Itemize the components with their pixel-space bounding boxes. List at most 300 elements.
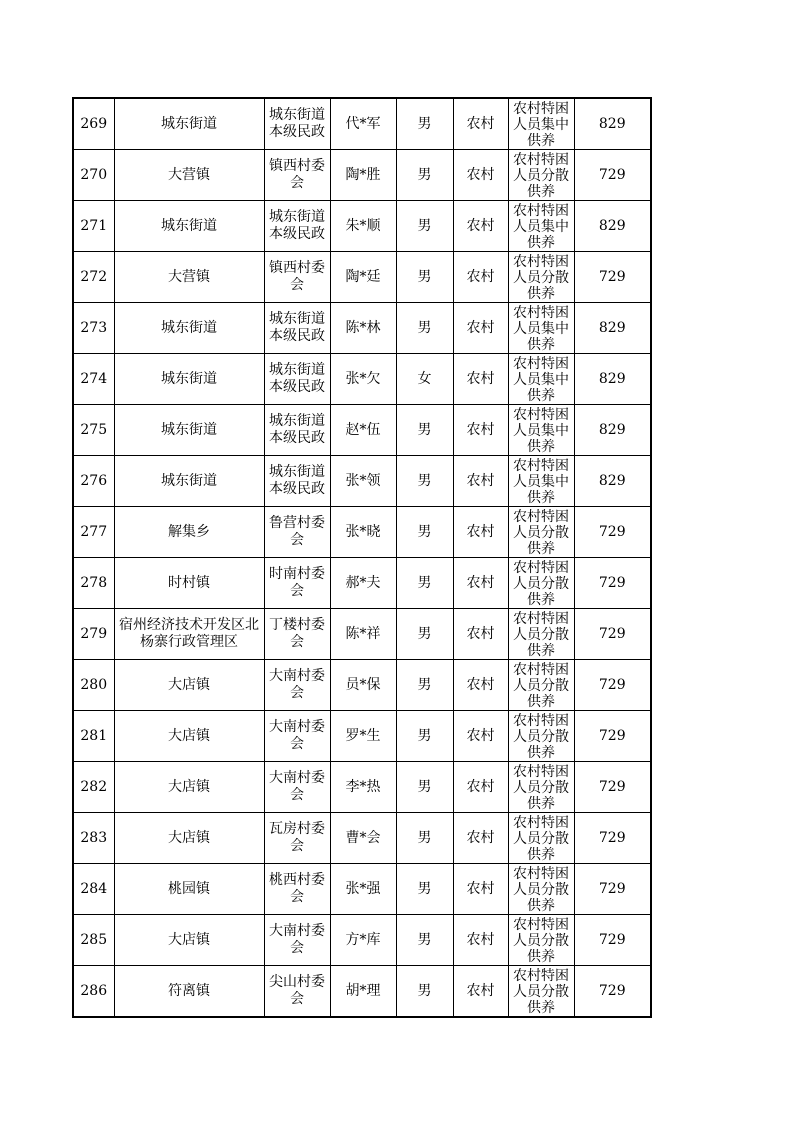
- township-text: 宿州经济技术开发区北杨寨行政管理区: [119, 617, 259, 650]
- support-category-text: 农村特困人员集中供养: [513, 407, 569, 455]
- gender-text: 男: [417, 166, 432, 183]
- person-name-text: 罗*生: [345, 727, 381, 744]
- row-number-cell: [73, 660, 114, 711]
- row-number-cell: [73, 609, 114, 660]
- person-name-cell: [330, 711, 396, 762]
- township-text: 大营镇: [168, 166, 210, 183]
- area-type-cell: [453, 354, 508, 405]
- amount-cell: [574, 354, 651, 405]
- village-unit-text: 镇西村委会: [269, 158, 325, 191]
- village-unit-text: 尖山村委会: [269, 974, 325, 1007]
- area-type-cell: [453, 864, 508, 915]
- row-number-text: 275: [80, 421, 108, 438]
- village-unit-cell: [264, 660, 330, 711]
- support-category-text: 农村特困人员分散供养: [513, 866, 569, 914]
- table-row: [73, 558, 651, 609]
- row-number-cell: [73, 98, 114, 150]
- row-number-text: 278: [80, 574, 108, 591]
- person-name-cell: [330, 405, 396, 456]
- support-category-cell: [508, 711, 574, 762]
- gender-cell: [396, 609, 453, 660]
- gender-cell: [396, 252, 453, 303]
- row-number-cell: [73, 150, 114, 201]
- amount-cell: [574, 609, 651, 660]
- row-number-text: 274: [80, 370, 108, 387]
- table-row: [73, 711, 651, 762]
- village-unit-text: 大南村委会: [269, 923, 325, 956]
- area-type-cell: [453, 456, 508, 507]
- township-text: 符离镇: [168, 982, 210, 999]
- area-type-text: 农村: [466, 982, 495, 999]
- township-text: 大店镇: [168, 727, 210, 744]
- village-unit-cell: [264, 150, 330, 201]
- table-row: [73, 354, 651, 405]
- area-type-cell: [453, 660, 508, 711]
- village-unit-text: 城东街道本级民政: [269, 107, 325, 140]
- area-type-text: 农村: [466, 319, 495, 336]
- table-row: [73, 456, 651, 507]
- gender-text: 男: [417, 115, 432, 132]
- township-cell: [114, 660, 264, 711]
- township-cell: [114, 456, 264, 507]
- row-number-cell: [73, 252, 114, 303]
- gender-text: 男: [417, 472, 432, 489]
- person-name-text: 朱*顺: [345, 217, 381, 234]
- township-cell: [114, 150, 264, 201]
- row-number-cell: [73, 354, 114, 405]
- area-type-text: 农村: [466, 268, 495, 285]
- person-name-text: 方*库: [345, 931, 381, 948]
- area-type-cell: [453, 915, 508, 966]
- gender-cell: [396, 864, 453, 915]
- amount-cell: [574, 150, 651, 201]
- village-unit-text: 大南村委会: [269, 719, 325, 752]
- row-number-cell: [73, 762, 114, 813]
- table-row: [73, 303, 651, 354]
- village-unit-text: 城东街道本级民政: [269, 311, 325, 344]
- gender-text: 男: [417, 625, 432, 642]
- support-category-cell: [508, 762, 574, 813]
- gender-cell: [396, 98, 453, 150]
- amount-text: 829: [598, 217, 626, 234]
- person-name-text: 代*军: [345, 115, 381, 132]
- row-number-cell: [73, 558, 114, 609]
- township-text: 时村镇: [168, 574, 210, 591]
- township-text: 大店镇: [168, 931, 210, 948]
- township-cell: [114, 609, 264, 660]
- support-category-text: 农村特困人员分散供养: [513, 611, 569, 659]
- amount-text: 829: [598, 115, 626, 132]
- support-category-text: 农村特困人员集中供养: [513, 203, 569, 251]
- township-text: 城东街道: [161, 472, 217, 489]
- table-row: [73, 915, 651, 966]
- person-name-text: 张*欠: [345, 370, 381, 387]
- table-row: [73, 609, 651, 660]
- amount-text: 829: [598, 472, 626, 489]
- gender-cell: [396, 966, 453, 1018]
- gender-cell: [396, 711, 453, 762]
- township-text: 城东街道: [161, 217, 217, 234]
- gender-text: 男: [417, 829, 432, 846]
- township-cell: [114, 762, 264, 813]
- support-category-cell: [508, 507, 574, 558]
- person-name-cell: [330, 252, 396, 303]
- table-row: [73, 201, 651, 252]
- support-category-cell: [508, 354, 574, 405]
- township-cell: [114, 864, 264, 915]
- table-row: [73, 813, 651, 864]
- table-row: [73, 252, 651, 303]
- village-unit-cell: [264, 609, 330, 660]
- person-name-cell: [330, 660, 396, 711]
- township-cell: [114, 98, 264, 150]
- row-number-text: 270: [80, 166, 108, 183]
- village-unit-text: 鲁营村委会: [269, 515, 325, 548]
- village-unit-text: 桃西村委会: [269, 872, 325, 905]
- area-type-cell: [453, 405, 508, 456]
- support-category-cell: [508, 813, 574, 864]
- support-category-cell: [508, 456, 574, 507]
- support-category-cell: [508, 915, 574, 966]
- gender-cell: [396, 354, 453, 405]
- area-type-cell: [453, 762, 508, 813]
- village-unit-cell: [264, 405, 330, 456]
- amount-cell: [574, 864, 651, 915]
- gender-cell: [396, 915, 453, 966]
- area-type-text: 农村: [466, 727, 495, 744]
- township-text: 解集乡: [168, 523, 210, 540]
- row-number-text: 281: [80, 727, 108, 744]
- support-category-cell: [508, 303, 574, 354]
- support-category-cell: [508, 864, 574, 915]
- support-category-text: 农村特困人员分散供养: [513, 152, 569, 200]
- village-unit-text: 大南村委会: [269, 770, 325, 803]
- support-category-text: 农村特困人员集中供养: [513, 356, 569, 404]
- area-type-text: 农村: [466, 574, 495, 591]
- row-number-text: 280: [80, 676, 108, 693]
- village-unit-text: 城东街道本级民政: [269, 464, 325, 497]
- amount-cell: [574, 558, 651, 609]
- support-category-text: 农村特困人员集中供养: [513, 305, 569, 353]
- village-unit-cell: [264, 456, 330, 507]
- row-number-cell: [73, 405, 114, 456]
- gender-text: 男: [417, 421, 432, 438]
- area-type-cell: [453, 558, 508, 609]
- area-type-text: 农村: [466, 778, 495, 795]
- person-name-text: 陈*林: [345, 319, 381, 336]
- row-number-text: 286: [80, 982, 108, 999]
- gender-cell: [396, 150, 453, 201]
- township-cell: [114, 303, 264, 354]
- person-name-text: 赵*伍: [345, 421, 381, 438]
- row-number-cell: [73, 456, 114, 507]
- amount-text: 729: [598, 880, 626, 897]
- person-name-text: 曹*会: [345, 829, 381, 846]
- person-name-cell: [330, 762, 396, 813]
- row-number-text: 269: [80, 115, 108, 132]
- gender-text: 女: [417, 370, 432, 387]
- row-number-text: 271: [80, 217, 108, 234]
- village-unit-text: 城东街道本级民政: [269, 209, 325, 242]
- village-unit-text: 时南村委会: [269, 566, 325, 599]
- township-text: 桃园镇: [168, 880, 210, 897]
- amount-text: 729: [598, 982, 626, 999]
- gender-cell: [396, 405, 453, 456]
- person-name-cell: [330, 354, 396, 405]
- row-number-cell: [73, 303, 114, 354]
- support-category-text: 农村特困人员分散供养: [513, 917, 569, 965]
- township-text: 城东街道: [161, 319, 217, 336]
- amount-text: 829: [598, 319, 626, 336]
- township-cell: [114, 252, 264, 303]
- person-name-cell: [330, 303, 396, 354]
- person-name-cell: [330, 507, 396, 558]
- person-name-cell: [330, 456, 396, 507]
- amount-text: 729: [598, 574, 626, 591]
- gender-cell: [396, 558, 453, 609]
- gender-cell: [396, 201, 453, 252]
- township-cell: [114, 813, 264, 864]
- township-text: 大店镇: [168, 778, 210, 795]
- person-name-text: 张*强: [345, 880, 381, 897]
- person-name-text: 胡*理: [345, 982, 381, 999]
- person-name-text: 郝*夫: [345, 574, 381, 591]
- village-unit-text: 镇西村委会: [269, 260, 325, 293]
- gender-text: 男: [417, 931, 432, 948]
- person-name-cell: [330, 201, 396, 252]
- village-unit-cell: [264, 915, 330, 966]
- support-category-text: 农村特困人员分散供养: [513, 815, 569, 863]
- gender-cell: [396, 303, 453, 354]
- person-name-cell: [330, 864, 396, 915]
- township-cell: [114, 201, 264, 252]
- person-name-cell: [330, 150, 396, 201]
- village-unit-text: 瓦房村委会: [269, 821, 325, 854]
- amount-text: 729: [598, 676, 626, 693]
- support-category-cell: [508, 660, 574, 711]
- area-type-text: 农村: [466, 880, 495, 897]
- support-category-text: 农村特困人员分散供养: [513, 560, 569, 608]
- row-number-text: 284: [80, 880, 108, 897]
- area-type-text: 农村: [466, 472, 495, 489]
- area-type-cell: [453, 507, 508, 558]
- support-category-cell: [508, 150, 574, 201]
- gender-cell: [396, 813, 453, 864]
- area-type-cell: [453, 711, 508, 762]
- support-category-cell: [508, 609, 574, 660]
- village-unit-cell: [264, 966, 330, 1018]
- village-unit-text: 城东街道本级民政: [269, 362, 325, 395]
- amount-text: 729: [598, 778, 626, 795]
- support-category-text: 农村特困人员分散供养: [513, 662, 569, 710]
- village-unit-text: 丁楼村委会: [269, 617, 325, 650]
- amount-text: 729: [598, 166, 626, 183]
- support-category-cell: [508, 405, 574, 456]
- gender-text: 男: [417, 676, 432, 693]
- area-type-text: 农村: [466, 217, 495, 234]
- area-type-cell: [453, 813, 508, 864]
- gender-text: 男: [417, 268, 432, 285]
- amount-cell: [574, 507, 651, 558]
- row-number-cell: [73, 507, 114, 558]
- table-row: [73, 150, 651, 201]
- area-type-text: 农村: [466, 829, 495, 846]
- support-category-text: 农村特困人员分散供养: [513, 764, 569, 812]
- township-cell: [114, 354, 264, 405]
- person-name-cell: [330, 915, 396, 966]
- row-number-cell: [73, 711, 114, 762]
- gender-text: 男: [417, 880, 432, 897]
- township-cell: [114, 711, 264, 762]
- table-row: [73, 966, 651, 1018]
- area-type-text: 农村: [466, 931, 495, 948]
- township-text: 城东街道: [161, 115, 217, 132]
- table-row: [73, 660, 651, 711]
- person-name-cell: [330, 966, 396, 1018]
- support-category-text: 农村特困人员分散供养: [513, 254, 569, 302]
- person-name-cell: [330, 558, 396, 609]
- amount-text: 729: [598, 829, 626, 846]
- gender-text: 男: [417, 319, 432, 336]
- area-type-cell: [453, 252, 508, 303]
- row-number-text: 276: [80, 472, 108, 489]
- gender-text: 男: [417, 982, 432, 999]
- support-category-cell: [508, 98, 574, 150]
- area-type-text: 农村: [466, 676, 495, 693]
- area-type-cell: [453, 98, 508, 150]
- township-text: 大店镇: [168, 829, 210, 846]
- amount-text: 829: [598, 421, 626, 438]
- gender-text: 男: [417, 778, 432, 795]
- row-number-text: 272: [80, 268, 108, 285]
- village-unit-cell: [264, 252, 330, 303]
- support-category-cell: [508, 201, 574, 252]
- township-text: 城东街道: [161, 370, 217, 387]
- row-number-cell: [73, 864, 114, 915]
- amount-cell: [574, 660, 651, 711]
- person-name-text: 李*热: [345, 778, 381, 795]
- table-row: [73, 405, 651, 456]
- support-category-text: 农村特困人员集中供养: [513, 101, 569, 149]
- table-row: [73, 507, 651, 558]
- township-cell: [114, 915, 264, 966]
- village-unit-cell: [264, 864, 330, 915]
- amount-cell: [574, 966, 651, 1018]
- gender-cell: [396, 456, 453, 507]
- village-unit-text: 城东街道本级民政: [269, 413, 325, 446]
- amount-text: 729: [598, 727, 626, 744]
- person-name-cell: [330, 609, 396, 660]
- person-name-text: 陈*祥: [345, 625, 381, 642]
- row-number-text: 277: [80, 523, 108, 540]
- amount-text: 729: [598, 523, 626, 540]
- township-cell: [114, 405, 264, 456]
- person-name-text: 张*领: [345, 472, 381, 489]
- township-text: 大营镇: [168, 268, 210, 285]
- amount-text: 729: [598, 268, 626, 285]
- amount-cell: [574, 98, 651, 150]
- row-number-cell: [73, 915, 114, 966]
- row-number-text: 279: [80, 625, 108, 642]
- village-unit-cell: [264, 507, 330, 558]
- area-type-text: 农村: [466, 115, 495, 132]
- table-body: [73, 98, 651, 1017]
- person-name-text: 陶*胜: [345, 166, 381, 183]
- area-type-text: 农村: [466, 625, 495, 642]
- relief-recipient-table: [72, 97, 652, 1018]
- township-cell: [114, 966, 264, 1018]
- amount-cell: [574, 915, 651, 966]
- support-category-cell: [508, 558, 574, 609]
- village-unit-cell: [264, 813, 330, 864]
- person-name-text: 员*保: [345, 676, 381, 693]
- table-row: [73, 762, 651, 813]
- gender-text: 男: [417, 727, 432, 744]
- row-number-cell: [73, 813, 114, 864]
- table-row: [73, 864, 651, 915]
- person-name-cell: [330, 813, 396, 864]
- support-category-text: 农村特困人员分散供养: [513, 713, 569, 761]
- gender-text: 男: [417, 217, 432, 234]
- row-number-text: 273: [80, 319, 108, 336]
- area-type-text: 农村: [466, 421, 495, 438]
- gender-cell: [396, 762, 453, 813]
- township-cell: [114, 507, 264, 558]
- village-unit-cell: [264, 303, 330, 354]
- row-number-cell: [73, 966, 114, 1018]
- area-type-cell: [453, 303, 508, 354]
- row-number-text: 282: [80, 778, 108, 795]
- table-row: [73, 98, 651, 150]
- area-type-cell: [453, 150, 508, 201]
- gender-cell: [396, 507, 453, 558]
- amount-cell: [574, 762, 651, 813]
- amount-text: 729: [598, 625, 626, 642]
- row-number-text: 283: [80, 829, 108, 846]
- area-type-text: 农村: [466, 370, 495, 387]
- support-category-text: 农村特困人员分散供养: [513, 968, 569, 1016]
- gender-text: 男: [417, 523, 432, 540]
- amount-cell: [574, 813, 651, 864]
- gender-text: 男: [417, 574, 432, 591]
- person-name-text: 张*晓: [345, 523, 381, 540]
- amount-cell: [574, 252, 651, 303]
- area-type-text: 农村: [466, 166, 495, 183]
- village-unit-cell: [264, 711, 330, 762]
- support-category-text: 农村特困人员集中供养: [513, 458, 569, 506]
- township-text: 城东街道: [161, 421, 217, 438]
- village-unit-cell: [264, 354, 330, 405]
- village-unit-cell: [264, 201, 330, 252]
- support-category-cell: [508, 966, 574, 1018]
- township-text: 大店镇: [168, 676, 210, 693]
- person-name-cell: [330, 98, 396, 150]
- row-number-cell: [73, 201, 114, 252]
- area-type-cell: [453, 966, 508, 1018]
- village-unit-text: 大南村委会: [269, 668, 325, 701]
- village-unit-cell: [264, 98, 330, 150]
- person-name-text: 陶*廷: [345, 268, 381, 285]
- support-category-text: 农村特困人员分散供养: [513, 509, 569, 557]
- amount-cell: [574, 456, 651, 507]
- amount-cell: [574, 405, 651, 456]
- amount-text: 729: [598, 931, 626, 948]
- township-cell: [114, 558, 264, 609]
- amount-cell: [574, 711, 651, 762]
- village-unit-cell: [264, 762, 330, 813]
- area-type-cell: [453, 609, 508, 660]
- amount-cell: [574, 303, 651, 354]
